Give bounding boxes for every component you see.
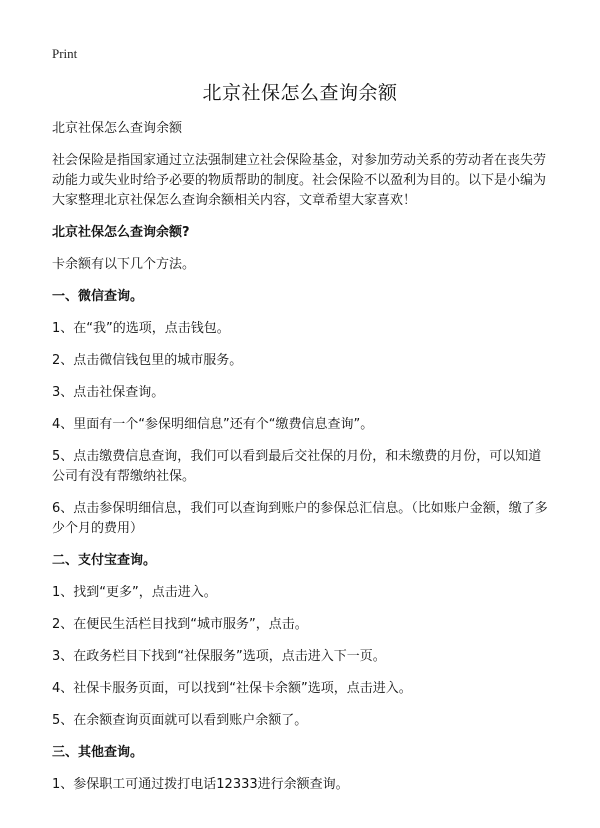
step-item: 5、点击缴费信息查询，我们可以看到最后交社保的月份，和未缴费的月份，可以知道公司有没有帮缴纳社保。	[52, 449, 542, 484]
step-item: 3、点击社保查询。	[52, 385, 165, 400]
section-alipay	[52, 551, 552, 731]
step-item: 4、里面有一个“参保明细信息”还有个“缴费信息查询”。	[52, 417, 374, 432]
step-item: 5、在余额查询页面就可以看到账户余额了。	[52, 713, 308, 728]
intro-paragraph: 社会保险是指国家通过立法强制建立社会保险基金，对参加劳动关系的劳动者在丧失劳动能力或失业时给予必要的物质帮助的制度。社会保险不以盈利为目的。以下是小编为大家整理北京社保怎么查询余额相关内容，文章希望大家喜欢！	[52, 153, 547, 208]
article-subtitle: 北京社保怎么查询余额	[52, 121, 183, 136]
step-item: 2、点击微信钱包里的城市服务。	[52, 353, 243, 368]
step-item: 1、在“我”的选项，点击钱包。	[52, 321, 230, 336]
section-heading: 三、其他查询。	[52, 745, 144, 760]
step-item: 4、社保卡服务页面，可以找到“社保卡余额”选项，点击进入。	[52, 681, 412, 696]
section-heading: 一、微信查询。	[52, 289, 144, 304]
step-item: 6、点击参保明细信息，我们可以查询到账户的参保总汇信息。（比如账户金额，缴了多少个月的费用）	[52, 501, 548, 536]
question-heading: 北京社保怎么查询余额?	[52, 225, 190, 240]
step-item: 2、在便民生活栏目找到“城市服务”，点击。	[52, 617, 308, 632]
section-heading: 二、支付宝查询。	[52, 553, 157, 568]
print-link[interactable]: Print	[52, 46, 78, 61]
step-item: 3、在政务栏目下找到“社保服务”选项，点击进入下一页。	[52, 649, 386, 664]
page-title: 北京社保怎么查询余额	[202, 82, 398, 104]
section-other	[52, 743, 552, 795]
article-body	[52, 119, 552, 807]
lead-paragraph: 卡余额有以下几个方法。	[52, 257, 196, 272]
step-item: 1、找到“更多”，点击进入。	[52, 585, 217, 600]
step-item: 1、参保职工可通过拨打电话12333进行余额查询。	[52, 777, 349, 792]
section-wechat	[52, 287, 552, 539]
